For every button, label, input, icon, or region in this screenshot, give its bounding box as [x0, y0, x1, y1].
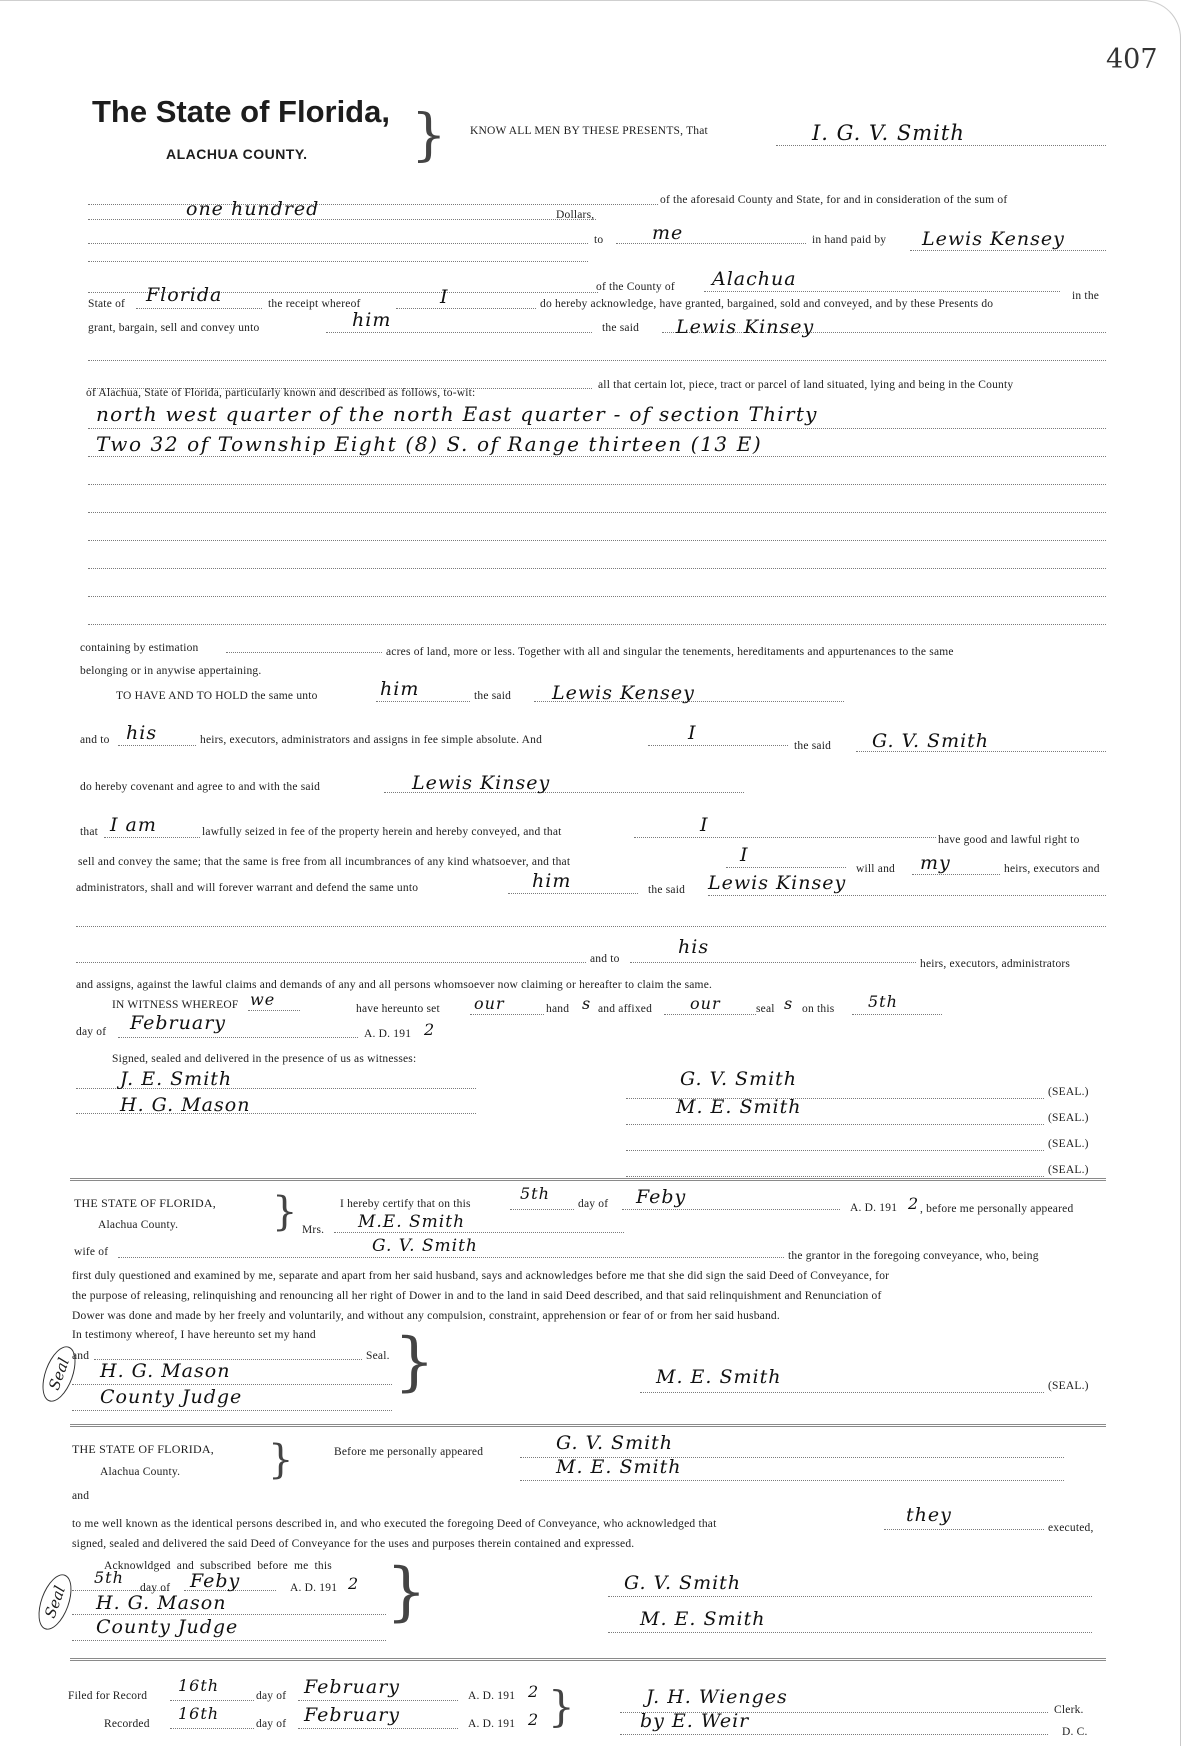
- wife-of-text: wife of: [74, 1246, 109, 1258]
- filed-year: 2: [528, 1682, 540, 1701]
- paid-by-name: Lewis Kensey: [922, 228, 1065, 250]
- header-bracket: }: [411, 103, 447, 168]
- ack-they: they: [906, 1504, 952, 1526]
- witness-year-digit: 2: [424, 1020, 436, 1039]
- dower-seal: (SEAL.): [1048, 1380, 1089, 1392]
- recorded-day: 16th: [178, 1704, 220, 1723]
- clerk-name: J. H. Wienges: [646, 1686, 788, 1708]
- fill-line: [88, 243, 588, 244]
- signed-text: Signed, sealed and delivered in the presence of us as witnesses:: [112, 1053, 417, 1065]
- to-whom: me: [652, 222, 684, 244]
- seal-text: seal: [756, 1003, 775, 1015]
- page-number: 407: [1106, 44, 1158, 75]
- section-divider-2: [70, 1424, 1106, 1427]
- defend-unto: him: [532, 870, 572, 892]
- mrs-text: Mrs.: [302, 1224, 325, 1236]
- the-said-text-4: the said: [648, 884, 686, 896]
- dower-seal-mark-label: Seal: [44, 1355, 74, 1393]
- will-and-text: will and: [856, 863, 895, 875]
- fill-line: [376, 701, 470, 702]
- on-day: 5th: [868, 992, 898, 1011]
- ack-bracket-2: }: [386, 1555, 427, 1629]
- all-that-text: all that certain lot, piece, tract or parcel of land situated, lying and being in the County: [598, 379, 1014, 391]
- fill-line: [884, 1529, 1044, 1530]
- deputy-clerk-name: by E. Weir: [640, 1710, 750, 1732]
- ack-person-2: M. E. Smith: [556, 1456, 682, 1478]
- fill-line: [704, 291, 1060, 292]
- have-hold-unto: him: [380, 678, 420, 700]
- fill-line: [726, 867, 846, 868]
- fill-line: [626, 1124, 1044, 1125]
- fill-line: [88, 428, 1106, 429]
- ack-before: Before me personally appeared: [334, 1446, 484, 1458]
- heirs-exec-text-2: heirs, executors, administrators: [920, 958, 1071, 970]
- dower-year: 2: [908, 1194, 920, 1213]
- affixed-whose: our: [690, 994, 721, 1013]
- good-right-who: I: [700, 814, 709, 836]
- fill-line: [608, 1632, 1092, 1633]
- ack-acknowledged: Acknowldged and subscribed before me this: [104, 1560, 332, 1572]
- fill-line: [298, 1700, 458, 1701]
- fill-line: [910, 250, 1106, 251]
- acknowledge-text: do hereby acknowledge, have granted, bargained, sold and conveyed, and by these Presents do: [540, 298, 994, 310]
- ack-judge-title: County Judge: [96, 1616, 239, 1638]
- filed-month: February: [304, 1676, 401, 1698]
- ack-seal-mark-label: Seal: [40, 1583, 70, 1621]
- ack-signature-2: M. E. Smith: [640, 1608, 766, 1630]
- land-description-2: Two 32 of Township Eight (8) S. of Range thirteen (13 E): [96, 432, 763, 456]
- fill-line: [88, 624, 1106, 625]
- fill-line: [912, 874, 1000, 875]
- grantee-name: Lewis Kinsey: [676, 316, 815, 338]
- that-text: that: [80, 826, 99, 838]
- dower-wife: G. V. Smith: [372, 1236, 478, 1256]
- fill-line: [170, 1728, 254, 1729]
- administrators-text: administrators, shall and will forever warrant and defend the same unto: [76, 882, 419, 894]
- and-to-text-2: and to: [590, 953, 620, 965]
- witness-text: IN WITNESS WHEREOF: [112, 999, 239, 1011]
- containing-text: containing by estimation: [80, 642, 199, 654]
- certify-text: I hereby certify that on this: [340, 1198, 471, 1210]
- dower-day-of: day of: [578, 1198, 609, 1210]
- filed-text: Filed for Record: [68, 1690, 148, 1702]
- fill-line: [626, 1150, 1044, 1151]
- dower-day: 5th: [520, 1184, 550, 1203]
- fill-line: [520, 1480, 1064, 1481]
- ack-bracket: }: [268, 1437, 294, 1483]
- ack-and: and: [72, 1490, 90, 1502]
- hand-suffix: s: [582, 994, 592, 1013]
- before-me-text: , before me personally appeared: [920, 1203, 1074, 1215]
- land-description-1: north west quarter of the north East quarter - of section Thirty: [96, 402, 818, 426]
- and-who: I: [688, 722, 697, 744]
- witness-month: February: [130, 1012, 227, 1034]
- testimony-text: In testimony whereof, I have hereunto set my hand: [72, 1329, 316, 1341]
- state-of-text: State of: [88, 298, 126, 310]
- fill-line: [616, 243, 806, 244]
- belonging-text: belonging or in anywise appertaining.: [80, 665, 262, 677]
- signature-2: M. E. Smith: [676, 1096, 802, 1118]
- witness-2: H. G. Mason: [120, 1094, 251, 1116]
- dower-signature: M. E. Smith: [656, 1366, 782, 1388]
- covenant-text: do hereby covenant and agree to and with the said: [80, 781, 321, 793]
- the-said-text: the said: [602, 322, 640, 334]
- fill-line: [648, 745, 788, 746]
- dower-month: Feby: [636, 1186, 687, 1208]
- dower-body-3: Dower was done and made by her freely and voluntarily, and without any compulsion, constraint, apprehension or fear of or from her said husband.: [72, 1310, 780, 1322]
- of-county-text: of the County of: [596, 281, 675, 293]
- fill-line: [708, 895, 1106, 896]
- recorded-year: 2: [528, 1710, 540, 1729]
- ack-known: to me well known as the identical persons described in, and who executed the foregoing Deed of Conveyance, who acknowledged that: [72, 1518, 717, 1530]
- dower-judge-title: County Judge: [100, 1386, 243, 1408]
- fill-line: [226, 652, 382, 653]
- dower-judge-name: H. G. Mason: [100, 1360, 231, 1382]
- fill-line: [88, 540, 1106, 541]
- fill-line: [334, 1232, 624, 1233]
- grantor-text: the grantor in the foregoing conveyance, who, being: [788, 1250, 1039, 1262]
- dower-and: and: [72, 1350, 90, 1362]
- dower-bracket: }: [272, 1189, 298, 1235]
- ad-text: A. D. 191: [364, 1028, 412, 1040]
- the-said-text-2: the said: [474, 690, 512, 702]
- ack-person-1: G. V. Smith: [556, 1432, 674, 1454]
- fill-line: [88, 512, 1106, 513]
- grant-text: grant, bargain, sell and convey unto: [88, 322, 260, 334]
- state-name: Florida: [146, 284, 223, 306]
- fill-line: [104, 837, 200, 838]
- sell-who: I: [740, 844, 749, 866]
- defend-said: Lewis Kinsey: [708, 872, 847, 894]
- have-hold-said: Lewis Kensey: [552, 682, 695, 704]
- affixed-text: and affixed: [598, 1003, 653, 1015]
- receipt-by: I: [440, 286, 449, 308]
- ack-month: Feby: [190, 1570, 241, 1592]
- fill-line: [664, 1014, 756, 1015]
- fill-line: [88, 360, 1106, 361]
- fill-line: [298, 1728, 458, 1729]
- seal-suffix: s: [784, 994, 794, 1013]
- ack-ad: A. D. 191: [290, 1582, 338, 1594]
- fill-line: [630, 962, 916, 963]
- ack-signed: signed, sealed and delivered the said Deed of Conveyance for the uses and purposes therein contained and expressed.: [72, 1538, 635, 1550]
- have-set-text: have hereunto set: [356, 1003, 440, 1015]
- and-to-his: his: [126, 722, 158, 744]
- to-text: to: [594, 234, 604, 246]
- ack-day-of: day of: [140, 1582, 171, 1594]
- acres-text: acres of land, more or less. Together with all and singular the tenements, hereditaments and appurtenances to the same: [386, 646, 954, 658]
- ack-county: Alachua County.: [100, 1466, 181, 1478]
- said-grantor: G. V. Smith: [872, 730, 990, 752]
- grantor-line: [776, 145, 1106, 146]
- fill-line: [72, 1614, 386, 1615]
- fill-line: [326, 332, 592, 333]
- fill-line: [608, 1596, 1092, 1597]
- dower-ad: A. D. 191: [850, 1202, 898, 1214]
- in-the-text: in the: [1072, 290, 1100, 302]
- fill-line: [248, 1010, 300, 1011]
- ack-executed: executed,: [1048, 1522, 1094, 1534]
- fill-line: [396, 308, 536, 309]
- county-name: Alachua: [712, 268, 797, 290]
- aforesaid-text: of the aforesaid County and State, for and in consideration of the sum of: [660, 194, 1008, 206]
- fill-line: [136, 308, 262, 309]
- good-right-text: have good and lawful right to: [938, 834, 1080, 846]
- seal-3: (SEAL.): [1048, 1138, 1089, 1150]
- fill-line: [508, 893, 638, 894]
- fill-line: [88, 484, 1106, 485]
- dower-body-1: first duly questioned and examined by me, separate and apart from her said husband, says and acknowledges before me that she did sign the said Deed of Conveyance, for: [72, 1270, 890, 1282]
- county-heading: ALACHUA COUNTY.: [166, 146, 308, 162]
- fill-line: [634, 837, 936, 838]
- grant-unto: him: [352, 309, 392, 331]
- witness-who: we: [250, 990, 276, 1009]
- that-who: I am: [110, 814, 157, 836]
- receipt-text: the receipt whereof: [268, 298, 361, 310]
- fill-line: [118, 745, 196, 746]
- fill-line: [620, 1734, 1048, 1735]
- fill-line: [118, 1037, 358, 1038]
- fill-line: [88, 596, 1106, 597]
- dollars-text: Dollars,: [556, 209, 595, 221]
- fill-line: [170, 1700, 254, 1701]
- fill-line: [510, 1209, 574, 1210]
- fill-line: [88, 456, 1106, 457]
- fill-line: [88, 568, 1106, 569]
- assigns-text: and assigns, against the lawful claims and demands of any and all persons whomsoever now claiming or hereafter to claim the same.: [76, 979, 713, 991]
- ack-judge-name: H. G. Mason: [96, 1592, 227, 1614]
- sum-amount: one hundred: [186, 198, 320, 220]
- grantor-name: I. G. V. Smith: [812, 121, 965, 145]
- dower-state: THE STATE OF FLORIDA,: [74, 1196, 216, 1210]
- witness-1: J. E. Smith: [120, 1068, 233, 1090]
- ack-signature-1: G. V. Smith: [624, 1572, 742, 1594]
- covenant-with: Lewis Kinsey: [412, 772, 551, 794]
- seal-2: (SEAL.): [1048, 1112, 1089, 1124]
- section-divider-1: [70, 1178, 1106, 1181]
- fill-line: [852, 1014, 942, 1015]
- set-whose: our: [474, 994, 505, 1013]
- ack-state: THE STATE OF FLORIDA,: [72, 1442, 214, 1456]
- ack-day: 5th: [94, 1568, 124, 1587]
- recorded-ad: A. D. 191: [468, 1718, 516, 1730]
- dc-text: D. C.: [1062, 1726, 1088, 1738]
- and-to-text: and to: [80, 734, 110, 746]
- recorded-day-of: day of: [256, 1718, 287, 1730]
- fill-line: [72, 1384, 392, 1385]
- alachua-desc-text: of Alachua, State of Florida, particularly known and described as follows, to-wit:: [86, 387, 476, 399]
- will-and-my: my: [920, 852, 951, 874]
- heirs-text: heirs, executors, administrators and assigns in fee simple absolute. And: [200, 734, 543, 746]
- dower-body-2: the purpose of releasing, relinquishing and renouncing all her right of Dower in and to the land in said Deed described, and that said relinquishment and Renunciation of: [72, 1290, 882, 1302]
- lawfully-text: lawfully seized in fee of the property herein and hereby conveyed, and that: [202, 826, 562, 838]
- document-title: The State of Florida,: [92, 94, 390, 129]
- fill-line: [72, 1640, 386, 1641]
- record-bracket: }: [548, 1682, 575, 1731]
- ack-year: 2: [348, 1574, 360, 1593]
- fill-line: [72, 1410, 392, 1411]
- know-all-text: KNOW ALL MEN BY THESE PRESENTS, That: [470, 125, 708, 137]
- fill-line: [76, 962, 586, 963]
- hand-text: hand: [546, 1003, 570, 1015]
- fill-line: [88, 204, 658, 205]
- heirs-exec-text: heirs, executors and: [1004, 863, 1100, 875]
- paid-by-text: in hand paid by: [812, 234, 887, 246]
- and-to-his-2: his: [678, 936, 710, 958]
- filed-day: 16th: [178, 1676, 220, 1695]
- fill-line: [622, 1209, 840, 1210]
- seal-4: (SEAL.): [1048, 1164, 1089, 1176]
- dower-bracket-2: }: [394, 1325, 435, 1399]
- dower-seal-word: Seal.: [366, 1350, 390, 1362]
- recorded-text: Recorded: [104, 1718, 150, 1730]
- fill-line: [76, 926, 1106, 927]
- to-have-text: TO HAVE AND TO HOLD the same unto: [116, 690, 318, 702]
- day-of-text: day of: [76, 1026, 107, 1038]
- recorded-month: February: [304, 1704, 401, 1726]
- fill-line: [626, 1176, 1044, 1177]
- filed-day-of: day of: [256, 1690, 287, 1702]
- fill-line: [640, 1392, 1044, 1393]
- seal-1: (SEAL.): [1048, 1086, 1089, 1098]
- fill-line: [118, 1257, 784, 1258]
- dower-mrs: M.E. Smith: [358, 1212, 466, 1232]
- section-divider-3: [70, 1658, 1106, 1661]
- fill-line: [470, 1014, 544, 1015]
- fill-line: [88, 219, 596, 220]
- sell-convey-text: sell and convey the same; that the same is free from all incumbrances of any kind whatsoever, and that: [78, 856, 571, 868]
- on-this-text: on this: [802, 1003, 835, 1015]
- dower-county: Alachua County.: [98, 1219, 179, 1231]
- signature-1: G. V. Smith: [680, 1068, 798, 1090]
- clerk-text: Clerk.: [1054, 1704, 1084, 1716]
- fill-line: [88, 261, 588, 262]
- filed-ad: A. D. 191: [468, 1690, 516, 1702]
- the-said-text-3: the said: [794, 740, 832, 752]
